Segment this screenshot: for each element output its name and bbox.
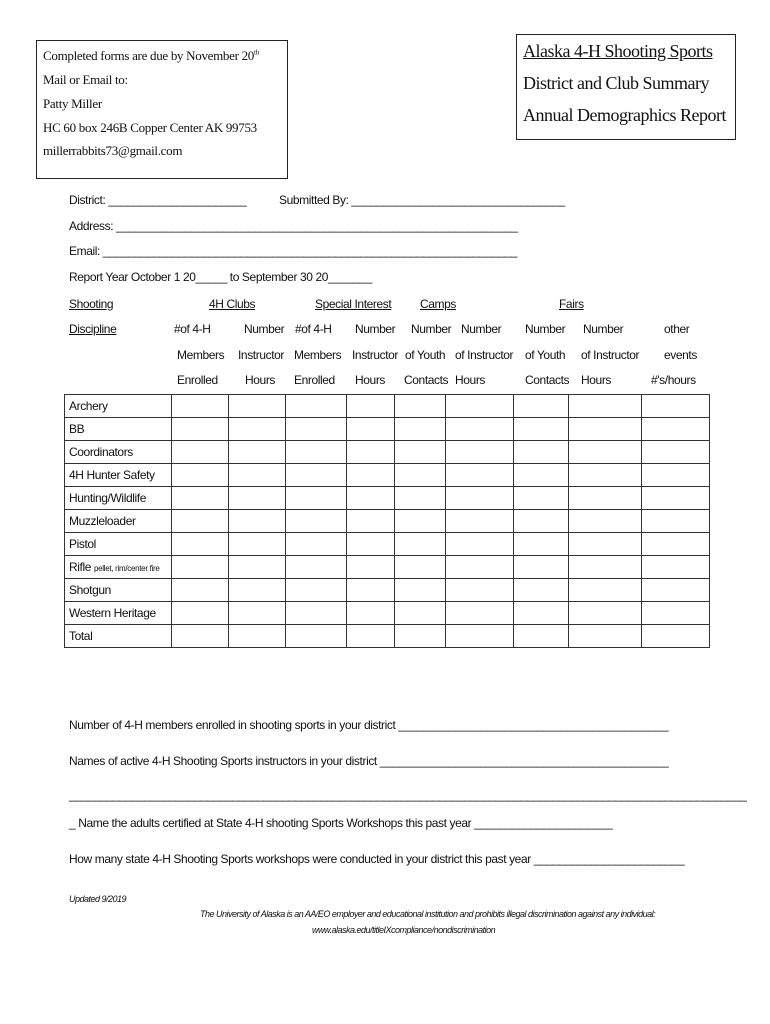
entry-cell[interactable] bbox=[171, 625, 228, 648]
entry-cell[interactable] bbox=[446, 464, 514, 487]
entry-cell[interactable] bbox=[346, 625, 394, 648]
entry-cell[interactable] bbox=[171, 418, 228, 441]
entry-cell[interactable] bbox=[642, 625, 710, 648]
entry-cell[interactable] bbox=[394, 441, 446, 464]
question-workshops-count[interactable]: How many state 4-H Shooting Sports workshops were conducted in your district this past year ________________________ bbox=[69, 852, 685, 866]
col-fairs-instr-l2: of Instructor bbox=[581, 348, 640, 362]
nondiscrimination-url[interactable]: www.alaska.edu/titleIXcompliance/nondiscrimination bbox=[312, 925, 496, 935]
entry-cell[interactable] bbox=[446, 487, 514, 510]
row-label-text: Pistol bbox=[69, 537, 96, 551]
entry-cell[interactable] bbox=[569, 625, 642, 648]
address-field[interactable]: Address: ________________________________________________________________ bbox=[69, 219, 518, 233]
eo-disclaimer: The University of Alaska is an AA/EO employer and educational institution and prohibits illegal discrimination against any individual: bbox=[200, 909, 656, 919]
title-line-1: Alaska 4-H Shooting Sports bbox=[523, 41, 713, 61]
entry-cell[interactable] bbox=[346, 602, 394, 625]
col-si-instr-l1: Number bbox=[355, 322, 396, 336]
col-fairs-youth-l1: Number bbox=[525, 322, 566, 336]
col-4h-members-l3: Enrolled bbox=[177, 373, 218, 387]
entry-cell[interactable] bbox=[346, 464, 394, 487]
col-fairs-youth-l2: of Youth bbox=[525, 348, 566, 362]
table-row bbox=[65, 395, 710, 418]
entry-cell[interactable] bbox=[285, 533, 346, 556]
entry-cell[interactable] bbox=[514, 625, 569, 648]
row-label-text: Coordinators bbox=[69, 445, 133, 459]
col-camps-instr-l2: of Instructor bbox=[455, 348, 514, 362]
entry-cell[interactable] bbox=[285, 579, 346, 602]
col-4h-instr-l2: Instructor bbox=[238, 348, 285, 362]
entry-cell[interactable] bbox=[285, 510, 346, 533]
entry-cell[interactable] bbox=[171, 602, 228, 625]
due-date-sup: th bbox=[253, 48, 259, 57]
col-4h-instr-l1: Number bbox=[244, 322, 285, 336]
entry-cell[interactable] bbox=[285, 625, 346, 648]
entry-cell[interactable] bbox=[642, 441, 710, 464]
table-row bbox=[65, 556, 710, 579]
entry-cell[interactable] bbox=[171, 395, 228, 418]
header-special-interest: Special Interest bbox=[315, 297, 392, 311]
entry-cell[interactable] bbox=[514, 510, 569, 533]
entry-cell[interactable] bbox=[569, 487, 642, 510]
table-row bbox=[65, 602, 710, 625]
entry-cell[interactable] bbox=[285, 464, 346, 487]
entry-cell[interactable] bbox=[285, 602, 346, 625]
entry-cell[interactable] bbox=[394, 556, 446, 579]
entry-cell[interactable] bbox=[285, 487, 346, 510]
entry-cell[interactable] bbox=[642, 395, 710, 418]
entry-cell[interactable] bbox=[346, 533, 394, 556]
entry-cell[interactable] bbox=[642, 556, 710, 579]
entry-cell[interactable] bbox=[228, 556, 285, 579]
entry-cell[interactable] bbox=[394, 510, 446, 533]
row-label-text: Shotgun bbox=[69, 583, 111, 597]
entry-cell[interactable] bbox=[394, 602, 446, 625]
col-fairs-youth-l3: Contacts bbox=[525, 373, 570, 387]
entry-cell[interactable] bbox=[171, 487, 228, 510]
row-label-text: Muzzleloader bbox=[69, 514, 136, 528]
entry-cell[interactable] bbox=[514, 418, 569, 441]
table-row bbox=[65, 464, 710, 487]
entry-cell[interactable] bbox=[642, 579, 710, 602]
entry-cell[interactable] bbox=[285, 418, 346, 441]
col-fairs-instr-l1: Number bbox=[583, 322, 624, 336]
contact-due-date bbox=[43, 48, 259, 64]
entry-cell[interactable] bbox=[394, 464, 446, 487]
table-row bbox=[65, 441, 710, 464]
entry-cell[interactable] bbox=[171, 533, 228, 556]
entry-cell[interactable] bbox=[446, 625, 514, 648]
col-other-l3: #'s/hours bbox=[651, 373, 696, 387]
entry-cell[interactable] bbox=[642, 533, 710, 556]
entry-cell[interactable] bbox=[642, 418, 710, 441]
entry-cell[interactable] bbox=[285, 395, 346, 418]
question-instructor-names[interactable]: Names of active 4-H Shooting Sports instructors in your district ______________________________________________ bbox=[69, 754, 669, 768]
due-date-text: Completed forms are due by November 20 bbox=[43, 48, 254, 63]
entry-cell[interactable] bbox=[446, 556, 514, 579]
entry-cell[interactable] bbox=[285, 441, 346, 464]
entry-cell[interactable] bbox=[346, 395, 394, 418]
entry-cell[interactable] bbox=[394, 418, 446, 441]
entry-cell[interactable] bbox=[346, 510, 394, 533]
col-si-instr-l2: Instructor bbox=[352, 348, 399, 362]
entry-cell[interactable] bbox=[569, 441, 642, 464]
entry-cell[interactable] bbox=[346, 556, 394, 579]
row-label bbox=[65, 579, 172, 602]
row-label-text: Rifle bbox=[69, 560, 92, 574]
col-other-l1: other bbox=[664, 322, 690, 336]
entry-cell[interactable] bbox=[446, 418, 514, 441]
entry-cell[interactable] bbox=[642, 602, 710, 625]
col-si-members-l2: Members bbox=[294, 348, 342, 362]
row-label-text: BB bbox=[69, 422, 85, 436]
entry-cell[interactable] bbox=[228, 418, 285, 441]
entry-cell[interactable] bbox=[228, 510, 285, 533]
entry-cell[interactable] bbox=[171, 556, 228, 579]
entry-cell[interactable] bbox=[446, 510, 514, 533]
entry-cell[interactable] bbox=[514, 556, 569, 579]
entry-cell[interactable] bbox=[346, 418, 394, 441]
entry-cell[interactable] bbox=[446, 533, 514, 556]
title-line-2: District and Club Summary bbox=[523, 73, 709, 93]
entry-cell[interactable] bbox=[394, 487, 446, 510]
entry-cell[interactable] bbox=[446, 579, 514, 602]
col-camps-youth-l2: of Youth bbox=[405, 348, 446, 362]
contact-name: Patty Miller bbox=[43, 96, 102, 111]
email-field[interactable]: Email: __________________________________________________________________ bbox=[69, 244, 517, 258]
col-4h-instr-l3: Hours bbox=[245, 373, 276, 387]
header-4h-clubs: 4H Clubs bbox=[209, 297, 256, 311]
entry-cell[interactable] bbox=[394, 395, 446, 418]
entry-cell[interactable] bbox=[446, 441, 514, 464]
entry-cell[interactable] bbox=[642, 487, 710, 510]
question-instructor-names-line[interactable]: ____________________________________________________________________________________________________________ bbox=[69, 788, 747, 802]
submitted-by-field[interactable]: Submitted By: __________________________________ bbox=[279, 193, 565, 207]
contact-address: HC 60 box 246B Copper Center AK 99753 bbox=[43, 120, 257, 135]
row-label-note: pellet, rim/center fire bbox=[93, 564, 160, 573]
entry-cell[interactable] bbox=[514, 441, 569, 464]
discipline-table bbox=[64, 394, 710, 648]
col-4h-members-l1: #of 4-H bbox=[174, 322, 211, 336]
table-row bbox=[65, 487, 710, 510]
entry-cell[interactable] bbox=[228, 625, 285, 648]
entry-cell[interactable] bbox=[446, 602, 514, 625]
header-fairs: Fairs bbox=[559, 297, 584, 311]
row-label bbox=[65, 625, 172, 648]
row-label-text: Total bbox=[69, 629, 93, 643]
question-members-enrolled[interactable]: Number of 4-H members enrolled in shooting sports in your district ___________________________________________ bbox=[69, 718, 669, 732]
header-camps: Camps bbox=[420, 297, 457, 311]
table-row bbox=[65, 533, 710, 556]
district-field[interactable]: District: ______________________ bbox=[69, 193, 247, 207]
entry-cell[interactable] bbox=[514, 579, 569, 602]
col-other-l2: events bbox=[664, 348, 697, 362]
entry-cell[interactable] bbox=[569, 510, 642, 533]
col-camps-instr-l3: Hours bbox=[455, 373, 486, 387]
row-label bbox=[65, 487, 172, 510]
entry-cell[interactable] bbox=[514, 464, 569, 487]
header-shooting: Shooting bbox=[69, 297, 114, 311]
entry-cell[interactable] bbox=[228, 533, 285, 556]
table-row bbox=[65, 625, 710, 648]
header-discipline: Discipline bbox=[69, 322, 117, 336]
row-label-text: Hunting/Wildlife bbox=[69, 491, 146, 505]
row-label-text: 4H Hunter Safety bbox=[69, 468, 155, 482]
entry-cell[interactable] bbox=[514, 395, 569, 418]
col-4h-members-l2: Members bbox=[177, 348, 225, 362]
col-camps-youth-l1: Number bbox=[411, 322, 452, 336]
entry-cell[interactable] bbox=[228, 441, 285, 464]
row-label-text: Western Heritage bbox=[69, 606, 156, 620]
entry-cell[interactable] bbox=[228, 464, 285, 487]
entry-cell[interactable] bbox=[228, 395, 285, 418]
row-label bbox=[65, 395, 172, 418]
entry-cell[interactable] bbox=[394, 533, 446, 556]
entry-cell[interactable] bbox=[569, 533, 642, 556]
col-si-instr-l3: Hours bbox=[355, 373, 386, 387]
col-fairs-instr-l3: Hours bbox=[581, 373, 612, 387]
entry-cell[interactable] bbox=[569, 418, 642, 441]
entry-cell[interactable] bbox=[642, 510, 710, 533]
entry-cell[interactable] bbox=[642, 464, 710, 487]
contact-mail-label: Mail or Email to: bbox=[43, 72, 128, 87]
title-line-3: Annual Demographics Report bbox=[523, 105, 726, 125]
entry-cell[interactable] bbox=[285, 556, 346, 579]
entry-cell[interactable] bbox=[346, 441, 394, 464]
entry-cell[interactable] bbox=[394, 625, 446, 648]
table-row bbox=[65, 579, 710, 602]
entry-cell[interactable] bbox=[569, 579, 642, 602]
entry-cell[interactable] bbox=[228, 579, 285, 602]
entry-cell[interactable] bbox=[346, 579, 394, 602]
entry-cell[interactable] bbox=[171, 464, 228, 487]
col-si-members-l3: Enrolled bbox=[294, 373, 335, 387]
entry-cell[interactable] bbox=[346, 487, 394, 510]
entry-cell[interactable] bbox=[171, 510, 228, 533]
row-label bbox=[65, 418, 172, 441]
row-label-text: Archery bbox=[69, 399, 108, 413]
row-label bbox=[65, 602, 172, 625]
entry-cell[interactable] bbox=[569, 464, 642, 487]
row-label bbox=[65, 510, 172, 533]
entry-cell[interactable] bbox=[171, 579, 228, 602]
updated-date: Updated 9/2019 bbox=[69, 894, 127, 904]
question-certified-adults[interactable]: _ Name the adults certified at State 4-H shooting Sports Workshops this past year ______________________ bbox=[69, 816, 613, 830]
entry-cell[interactable] bbox=[394, 579, 446, 602]
entry-cell[interactable] bbox=[228, 602, 285, 625]
entry-cell[interactable] bbox=[569, 556, 642, 579]
entry-cell[interactable] bbox=[228, 487, 285, 510]
col-si-members-l1: #of 4-H bbox=[295, 322, 332, 336]
entry-cell[interactable] bbox=[171, 441, 228, 464]
table-row bbox=[65, 418, 710, 441]
col-camps-instr-l1: Number bbox=[461, 322, 502, 336]
entry-cell[interactable] bbox=[446, 395, 514, 418]
entry-cell[interactable] bbox=[514, 533, 569, 556]
contact-email: millerrabbits73@gmail.com bbox=[43, 143, 183, 158]
row-label bbox=[65, 533, 172, 556]
row-label bbox=[65, 441, 172, 464]
row-label bbox=[65, 464, 172, 487]
report-year-field[interactable]: Report Year October 1 20_____ to September 30 20_______ bbox=[69, 270, 372, 284]
entry-cell[interactable] bbox=[514, 487, 569, 510]
col-camps-youth-l3: Contacts bbox=[404, 373, 449, 387]
entry-cell[interactable] bbox=[569, 602, 642, 625]
entry-cell[interactable] bbox=[514, 602, 569, 625]
entry-cell[interactable] bbox=[569, 395, 642, 418]
row-label bbox=[65, 556, 172, 579]
table-row bbox=[65, 510, 710, 533]
